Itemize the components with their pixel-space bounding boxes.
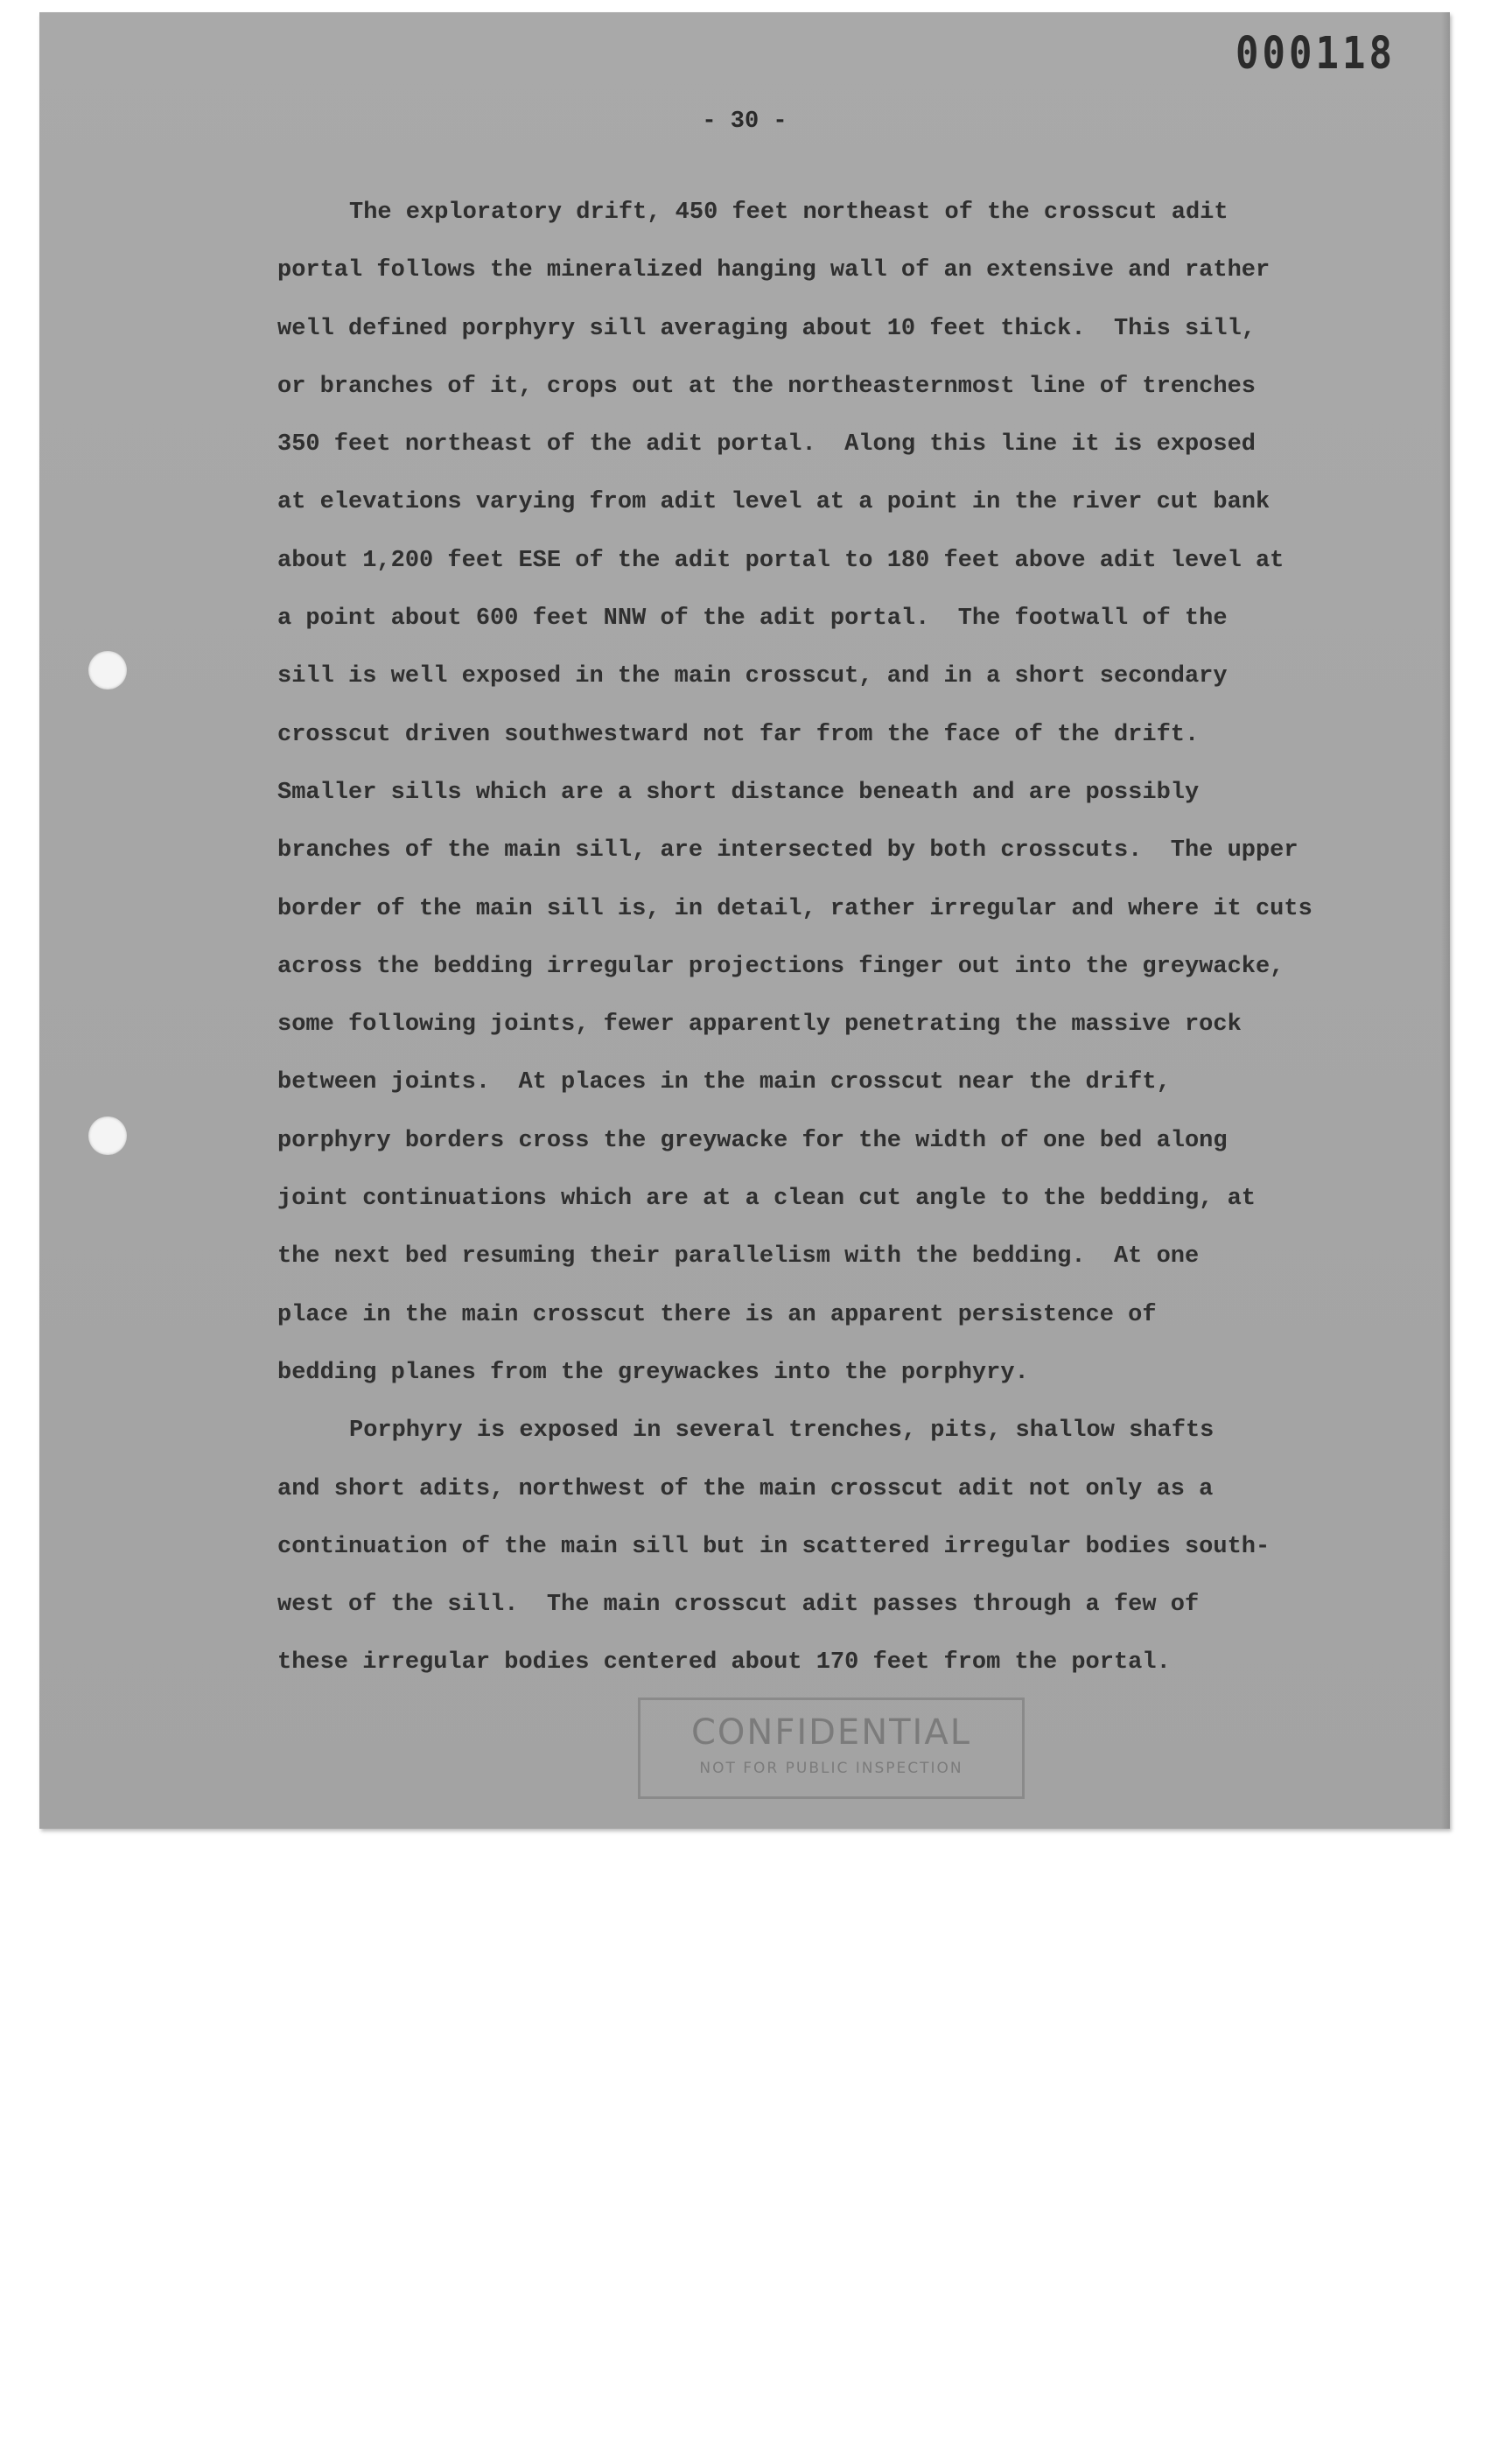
text-line: at elevations varying from adit level at a point in the river cut bank [277,489,1270,516]
text-line: west of the sill. The main crosscut adit passes through a few of [277,1592,1200,1619]
text-line: some following joints, fewer apparently penetrating the massive rock [277,1012,1242,1039]
document-page [39,12,1450,1829]
text-line: place in the main crosscut there is an apparent persistence of [277,1301,1157,1328]
text-line: and short adits, northwest of the main crosscut adit not only as a [277,1475,1214,1502]
stamp-title: CONFIDENTIAL [690,1712,971,1753]
text-line: between joints. At places in the main crosscut near the drift, [277,1069,1171,1096]
text-line: about 1,200 feet ESE of the adit portal to 180 feet above adit level at [277,547,1284,574]
text-line: porphyry borders cross the greywacke for the width of one bed along [277,1127,1228,1154]
paragraph [277,184,1415,1402]
text-line: crosscut driven southwestward not far from the face of the drift. [277,721,1200,748]
confidential-stamp [638,1698,1025,1799]
text-line: a point about 600 feet NNW of the adit portal. The footwall of the [277,606,1228,633]
punch-hole [88,1116,127,1155]
text-line: bedding planes from the greywackes into the porphyry. [277,1359,1029,1386]
page-number: - 30 - [702,108,788,135]
text-line: sill is well exposed in the main crosscut, and in a short secondary [277,663,1228,690]
text-line: the next bed resuming their parallelism with the bedding. At one [277,1243,1200,1270]
text-line: border of the main sill is, in detail, rather irregular and where it cuts [277,895,1312,922]
text-line: portal follows the mineralized hanging wall of an extensive and rather [277,257,1270,284]
text-line: these irregular bodies centered about 170 feet from the portal. [277,1649,1171,1676]
text-line: or branches of it, crops out at the northeasternmost line of trenches [277,373,1256,400]
paragraph [277,1402,1415,1691]
text-line: The exploratory drift, 450 feet northeast of the crosscut adit [349,200,1228,226]
text-line: continuation of the main sill but in scattered irregular bodies south- [277,1533,1270,1560]
text-line: 350 feet northeast of the adit portal. Along this line it is exposed [277,431,1256,458]
text-line: joint continuations which are at a clean cut angle to the bedding, at [277,1186,1256,1213]
stamp-subtitle: NOT FOR PUBLIC INSPECTION [699,1760,963,1777]
text-line: branches of the main sill, are intersected by both crosscuts. The upper [277,837,1298,864]
document-number: 000118 [1236,28,1396,80]
text-line: across the bedding irregular projections finger out into the greywacke, [277,953,1284,980]
text-line: Porphyry is exposed in several trenches, pits, shallow shafts [349,1418,1214,1445]
text-line: well defined porphyry sill averaging about 10 feet thick. This sill, [277,315,1256,342]
punch-hole [88,651,127,690]
text-line: Smaller sills which are a short distance beneath and are possibly [277,779,1200,806]
body-text [277,184,1415,1692]
